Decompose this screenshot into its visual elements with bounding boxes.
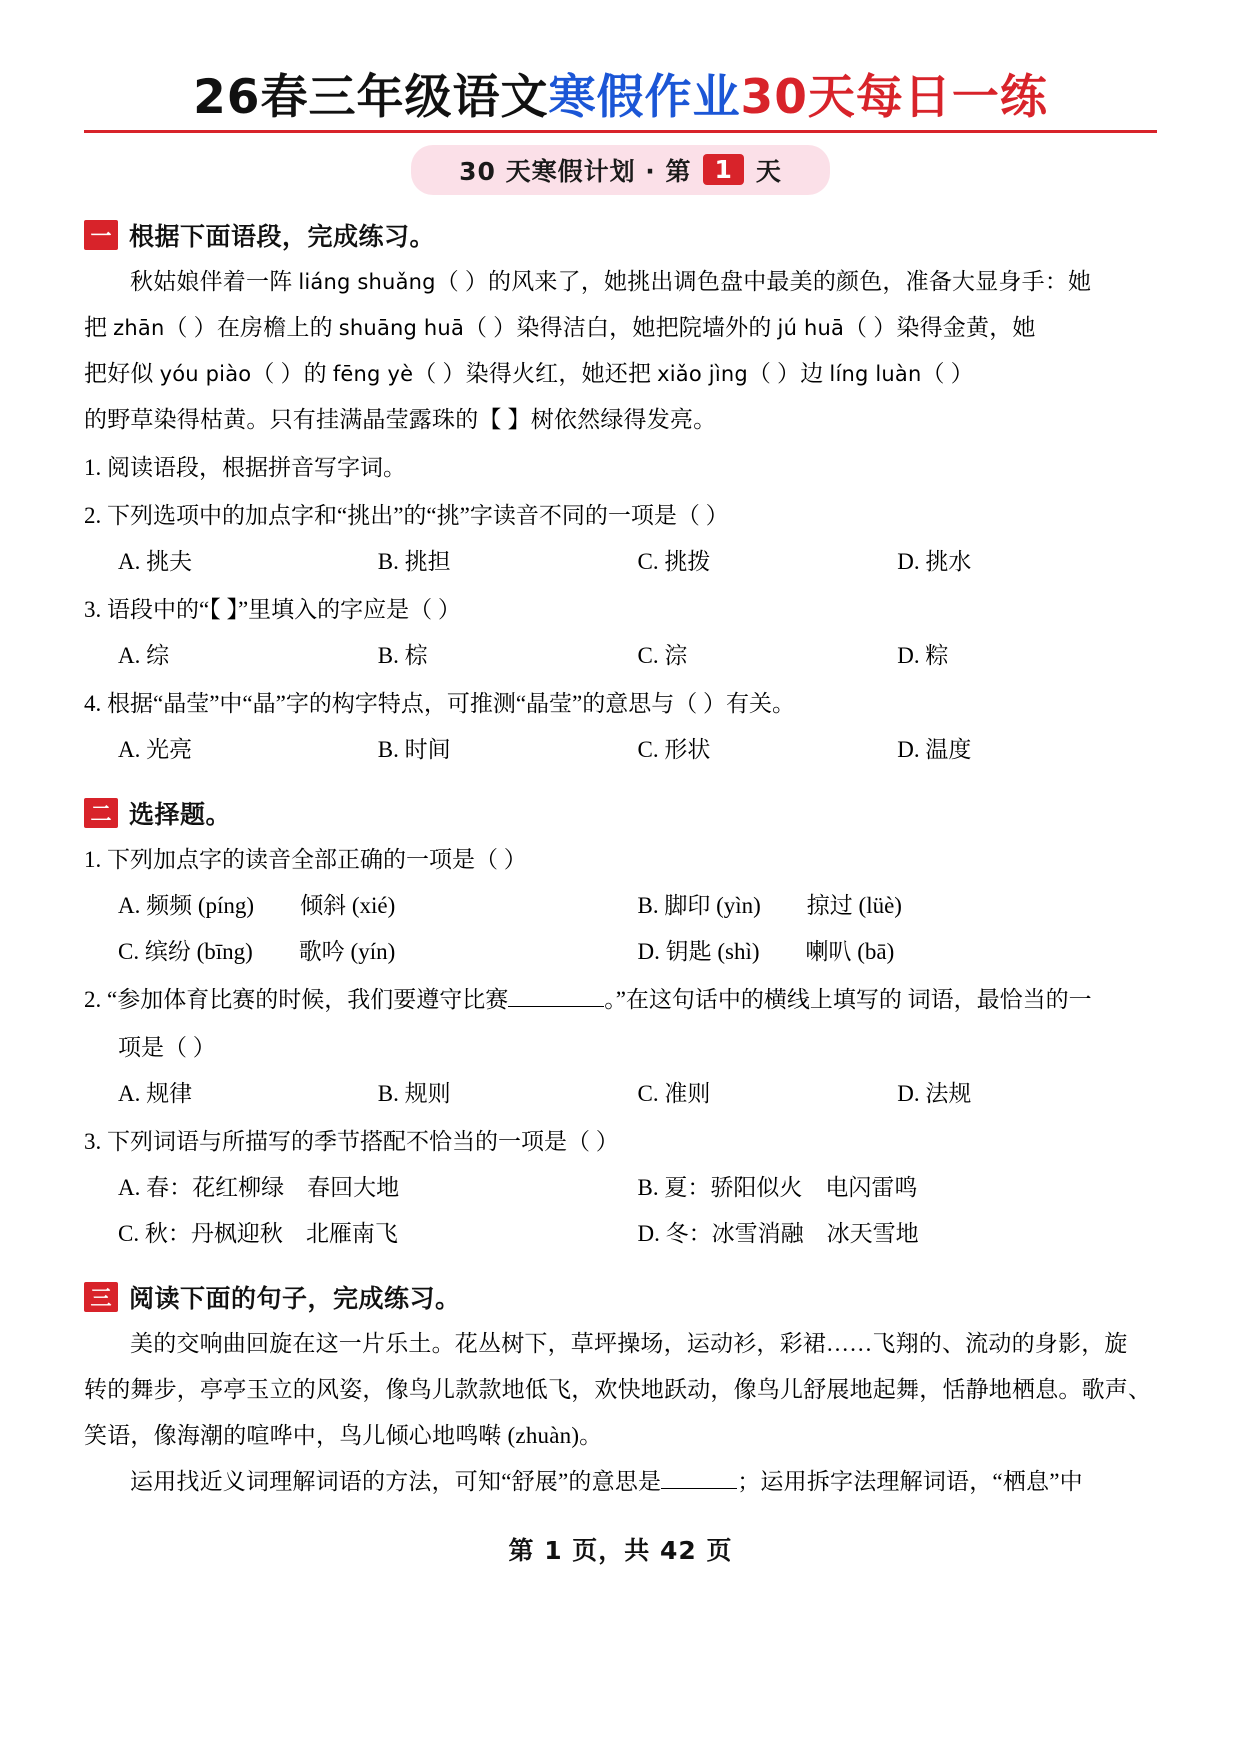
section-1-question-2: 2. 下列选项中的加点字和“挑出”的“挑”字读音不同的一项是（ ） [84,502,729,528]
section-number-badge-2: 二 [84,798,118,828]
option-d[interactable]: D. 法规 [897,1080,972,1106]
question-text: ；运用拆字法理解词语，“栖息”中 [737,1468,1083,1494]
option-b[interactable]: B. 规则 [377,1080,451,1106]
fill-in-blank[interactable] [661,1488,737,1489]
section-2-question-3: 3. 下列词语与所描写的季节搭配不恰当的一项是（ ） [84,1128,619,1154]
section-2-question-2-line-1 [84,977,1157,1023]
pinyin-xiaojing: xiǎo jìng [657,361,748,386]
section-title-2: 选择题。 [129,799,232,829]
option-d[interactable]: D. 粽 [897,642,949,668]
pinyin-youpiao: yóu piào [159,361,252,386]
passage-text: （ ）边 [747,360,824,386]
section-number-badge-3: 三 [84,1282,118,1312]
plan-bar-wrapper [84,145,1157,195]
option-c[interactable]: C. 秋：丹枫迎秋 北雁南飞 [118,1220,398,1246]
section-3-final-question [84,1459,1157,1505]
option-c[interactable]: C. 缤纷 (bīng) 歌吟 (yín) [118,938,396,964]
passage-text: （ ） [921,360,974,386]
section-1-question-4-options [84,727,1157,773]
title-underline-rule [84,130,1157,133]
option-b[interactable]: B. 夏：骄阳似火 电闪雷鸣 [637,1174,918,1200]
section-1-question-3: 3. 语段中的“【 】”里填入的字应是（ ） [84,596,461,622]
option-a[interactable]: A. 春：花红柳绿 春回大地 [118,1174,400,1200]
passage-text: （ ）在房檐上的 [164,314,333,340]
section-2-question-1: 1. 下列加点字的读音全部正确的一项是（ ） [84,846,527,872]
plan-bar-suffix: 天 [755,156,782,186]
option-b[interactable]: B. 脚印 (yìn) 掠过 (lüè) [637,892,902,918]
option-a[interactable]: A. 规律 [118,1080,193,1106]
section-header-3 [84,1279,1157,1315]
section-3-passage-line-1: 美的交响曲回旋在这一片乐土。花丛树下，草坪操场，运动衫，彩裙……飞翔的、流动的身影，旋 [130,1330,1128,1356]
option-c[interactable]: C. 挑拨 [637,548,711,574]
pinyin-liangshuang: liáng shuǎng [298,269,436,294]
option-b[interactable]: B. 时间 [377,736,451,762]
section-1-passage-line-4: 的野草染得枯黄。只有挂满晶莹露珠的【 】树依然绿得发亮。 [84,406,717,432]
option-b[interactable]: B. 挑担 [377,548,451,574]
passage-text: （ ）染得火红，她还把 [413,360,652,386]
page-footer: 第 1 页，共 42 页 [508,1535,733,1565]
section-1-passage-line-3 [84,351,1157,397]
fill-in-blank[interactable] [508,1006,604,1007]
page-title [84,72,1157,133]
section-3-passage-line-3: 笑语，像海潮的喧哗中，鸟儿倾心地鸣啭 (zhuàn)。 [84,1422,603,1448]
option-b[interactable]: B. 棕 [377,642,428,668]
section-title-3: 阅读下面的句子，完成练习。 [129,1283,461,1313]
passage-text: 把好似 [84,360,154,386]
question-text: 运用找近义词理解词语的方法，可知“舒展”的意思是 [130,1468,662,1494]
option-c[interactable]: C. 准则 [637,1080,711,1106]
section-header-1 [84,217,1157,253]
passage-text: 秋姑娘伴着一阵 [130,268,293,294]
pinyin-lingluan: líng luàn [829,361,922,386]
plan-bar-day-number: 1 [703,154,743,185]
plan-bar [411,145,830,195]
section-title-1: 根据下面语段，完成练习。 [129,221,436,251]
section-1-passage-line-2 [84,305,1157,351]
passage-text: （ ）的风来了，她挑出调色盘中最美的颜色，准备大显身手：她 [435,268,1092,294]
section-1-question-2-options [84,539,1157,585]
section-2-question-1-options-row-2 [84,929,1157,975]
title-part-days: 30天每日一练 [740,70,1048,125]
question-text: 2. “参加体育比赛的时候，我们要遵守比赛 [84,986,509,1012]
question-text: 。”在这句话中的横线上填写的 词语，最恰当的一 [604,986,1092,1012]
section-2-question-2-options [84,1071,1157,1117]
section-1-question-1: 1. 阅读语段，根据拼音写字词。 [84,454,406,480]
passage-text: （ ）染得洁白，她把院墙外的 [464,314,772,340]
section-2-question-1-options-row-1 [84,883,1157,929]
option-a[interactable]: A. 综 [118,642,170,668]
section-2-question-2-line-2: 项是（ ） [118,1034,216,1060]
option-c[interactable]: C. 淙 [637,642,688,668]
title-part-homework: 寒假作业 [548,70,741,125]
section-2-question-3-options-row-2 [84,1211,1157,1257]
option-a[interactable]: A. 光亮 [118,736,193,762]
section-2-question-3-options-row-1 [84,1165,1157,1211]
pinyin-juhua: jú huā [777,315,845,340]
option-d[interactable]: D. 挑水 [897,548,972,574]
option-a[interactable]: A. 频频 (píng) 倾斜 (xié) [118,892,396,918]
option-d[interactable]: D. 冬：冰雪消融 冰天雪地 [637,1220,919,1246]
section-1-question-3-options [84,633,1157,679]
pinyin-zhan: zhān [113,315,165,340]
passage-text: （ ）染得金黄，她 [844,314,1036,340]
option-d[interactable]: D. 温度 [897,736,972,762]
pinyin-shuanghua: shuāng huā [338,315,465,340]
option-d[interactable]: D. 钥匙 (shì) 喇叭 (bā) [637,938,895,964]
option-c[interactable]: C. 形状 [637,736,711,762]
passage-text: （ ）的 [251,360,327,386]
passage-text: 把 [84,314,108,340]
section-1-passage-line-1 [84,259,1157,305]
section-1-question-4: 4. 根据“晶莹”中“晶”字的构字特点，可推测“晶莹”的意思与（ ）有关。 [84,690,796,716]
section-header-2 [84,795,1157,831]
plan-bar-prefix: 30 天寒假计划 · 第 [459,156,692,186]
title-part-grade: 26春三年级语文 [193,70,549,125]
section-number-badge-1: 一 [84,220,118,250]
section-3-passage-line-2: 转的舞步，亭亭玉立的风姿，像鸟儿款款地低飞，欢快地跃动，像鸟儿舒展地起舞，恬静地栖息。歌声、 [84,1376,1152,1402]
pinyin-fengye: fēng yè [332,361,414,386]
option-a[interactable]: A. 挑夫 [118,548,193,574]
